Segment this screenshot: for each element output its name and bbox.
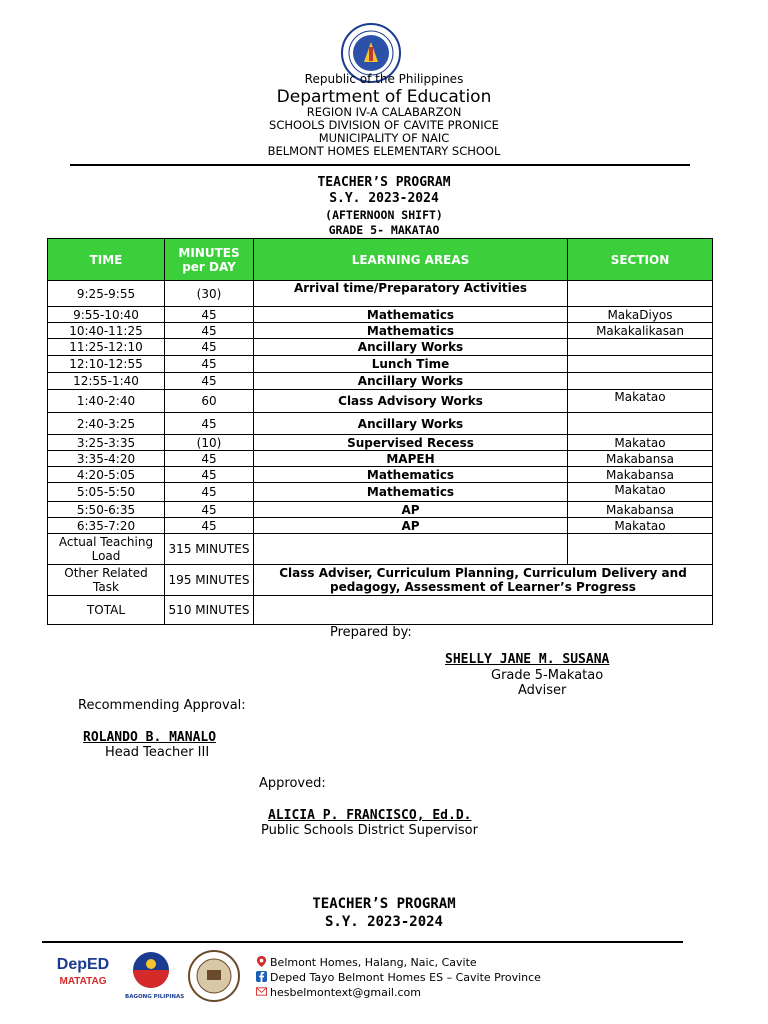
table-row	[48, 467, 713, 483]
table-row	[48, 339, 713, 356]
cell-minutes: 45	[165, 307, 254, 323]
total-blank	[254, 596, 713, 625]
teaching-load-minutes: 315 MINUTES	[165, 534, 254, 565]
teaching-load-label: Actual Teaching Load	[48, 534, 165, 565]
cell-time: 3:35-4:20	[48, 451, 165, 467]
cell-section: Makatao	[568, 390, 713, 413]
table-row	[48, 373, 713, 390]
school-year: S.Y. 2023-2024	[329, 191, 439, 206]
cell-minutes: 45	[165, 502, 254, 518]
cell-area: Arrival time/Preparatory Activities	[254, 281, 568, 307]
total-label: TOTAL	[48, 596, 165, 625]
contact-email	[256, 986, 421, 999]
cell-time: 5:05-5:50	[48, 483, 165, 502]
department-title: Department of Education	[276, 87, 492, 107]
table-row	[48, 518, 713, 534]
school-seal-logo	[187, 950, 241, 1002]
facebook-icon	[256, 971, 267, 982]
cell-minutes: 45	[165, 356, 254, 373]
cell-minutes: 45	[165, 518, 254, 534]
header-divider	[70, 164, 690, 166]
recommending-label: Recommending Approval:	[78, 698, 246, 713]
cell-minutes: (30)	[165, 281, 254, 307]
preparer-name: SHELLY JANE M. SUSANA	[445, 652, 610, 667]
email-icon	[256, 986, 267, 997]
cell-minutes: 45	[165, 483, 254, 502]
cell-minutes: 45	[165, 323, 254, 339]
shift-label: (AFTERNOON SHIFT)	[325, 208, 443, 222]
cell-time: 2:40-3:25	[48, 413, 165, 435]
cell-section	[568, 534, 713, 565]
contact-facebook	[256, 971, 541, 984]
other-task-row	[48, 565, 713, 596]
facebook-text: Deped Tayo Belmont Homes ES – Cavite Province	[270, 971, 541, 984]
cell-area: AP	[254, 502, 568, 518]
preparer-position: Adviser	[518, 683, 567, 698]
cell-time: 10:40-11:25	[48, 323, 165, 339]
cell-time: 4:20-5:05	[48, 467, 165, 483]
cell-time: 12:55-1:40	[48, 373, 165, 390]
bagong-pilipinas-logo: BAGONG PILIPINAS	[125, 950, 177, 1002]
cell-minutes: 60	[165, 390, 254, 413]
municipality-label: MUNICIPALITY OF NAIC	[318, 131, 450, 145]
table-row	[48, 356, 713, 373]
region-label: REGION IV-A CALABARZON	[306, 105, 462, 119]
grade-label: GRADE 5- MAKATAO	[328, 223, 440, 237]
cell-area: Mathematics	[254, 307, 568, 323]
contact-address	[256, 956, 477, 969]
table-row	[48, 451, 713, 467]
cell-section: Makabansa	[568, 502, 713, 518]
cell-area: Class Advisory Works	[254, 390, 568, 413]
school-label: BELMONT HOMES ELEMENTARY SCHOOL	[267, 144, 501, 158]
approver-name: ALICIA P. FRANCISCO, Ed.D.	[268, 808, 472, 823]
cell-area: Supervised Recess	[254, 435, 568, 451]
division-label: SCHOOLS DIVISION OF CAVITE PRONICE	[269, 118, 499, 132]
cell-time: 9:55-10:40	[48, 307, 165, 323]
footer-logos	[50, 950, 250, 1002]
schedule-table	[47, 238, 713, 625]
cell-area: Mathematics	[254, 467, 568, 483]
cell-minutes: 45	[165, 339, 254, 356]
cell-time: 3:25-3:35	[48, 435, 165, 451]
cell-section: Makatao	[568, 518, 713, 534]
prepared-label: Prepared by:	[330, 625, 412, 640]
cell-section	[568, 356, 713, 373]
header-minutes: MINUTES per DAY	[165, 239, 254, 281]
table-row	[48, 281, 713, 307]
cell-time: 12:10-12:55	[48, 356, 165, 373]
program-title: TEACHER’S PROGRAM	[317, 175, 451, 190]
cell-area	[254, 534, 568, 565]
table-row	[48, 390, 713, 413]
address-text: Belmont Homes, Halang, Naic, Cavite	[270, 956, 477, 969]
cell-time: 6:35-7:20	[48, 518, 165, 534]
cell-time: 1:40-2:40	[48, 390, 165, 413]
cell-section	[568, 281, 713, 307]
preparer-role: Grade 5-Makatao	[491, 668, 604, 683]
footer-school-year: S.Y. 2023-2024	[324, 914, 443, 930]
approved-label: Approved:	[259, 776, 326, 791]
total-row	[48, 596, 713, 625]
cell-time: 11:25-12:10	[48, 339, 165, 356]
header-time: TIME	[48, 239, 165, 281]
approver-role: Public Schools District Supervisor	[261, 823, 478, 838]
table-row	[48, 413, 713, 435]
header-section: SECTION	[568, 239, 713, 281]
table-row	[48, 502, 713, 518]
cell-section: Makatao	[568, 483, 713, 502]
cell-section: Makakalikasan	[568, 323, 713, 339]
table-row	[48, 435, 713, 451]
cell-section	[568, 339, 713, 356]
cell-minutes: 45	[165, 413, 254, 435]
cell-section: Makabansa	[568, 467, 713, 483]
recommender-role: Head Teacher III	[105, 745, 210, 760]
cell-minutes: 45	[165, 467, 254, 483]
cell-area: MAPEH	[254, 451, 568, 467]
cell-section	[568, 373, 713, 390]
table-row	[48, 323, 713, 339]
email-text: hesbelmontext@gmail.com	[270, 986, 421, 999]
table-row	[48, 307, 713, 323]
footer-program-title: TEACHER’S PROGRAM	[312, 896, 456, 912]
cell-area: AP	[254, 518, 568, 534]
philippine-flag-icon	[131, 950, 171, 990]
other-task-description: Class Adviser, Curriculum Planning, Curriculum Delivery and pedagogy, Assessment of Learner’s Progress	[254, 565, 713, 596]
header-learning-areas: LEARNING AREAS	[254, 239, 568, 281]
cell-area: Lunch Time	[254, 356, 568, 373]
cell-section	[568, 413, 713, 435]
cell-minutes: 45	[165, 373, 254, 390]
republic-label: Republic of the Philippines	[304, 72, 464, 86]
other-task-minutes: 195 MINUTES	[165, 565, 254, 596]
location-pin-icon	[256, 956, 267, 967]
table-row	[48, 483, 713, 502]
recommender-name: ROLANDO B. MANALO	[83, 730, 217, 745]
cell-time: 9:25-9:55	[48, 281, 165, 307]
cell-minutes: (10)	[165, 435, 254, 451]
footer-divider	[42, 941, 683, 943]
teaching-load-row	[48, 534, 713, 565]
other-task-label: Other Related Task	[48, 565, 165, 596]
cell-area: Mathematics	[254, 323, 568, 339]
cell-section: Makabansa	[568, 451, 713, 467]
deped-matatag-logo: DepED MATATAG	[56, 956, 110, 987]
table-header-row	[48, 239, 713, 281]
cell-area: Ancillary Works	[254, 373, 568, 390]
cell-area: Mathematics	[254, 483, 568, 502]
cell-area: Ancillary Works	[254, 339, 568, 356]
cell-section: MakaDiyos	[568, 307, 713, 323]
cell-minutes: 45	[165, 451, 254, 467]
cell-area: Ancillary Works	[254, 413, 568, 435]
cell-time: 5:50-6:35	[48, 502, 165, 518]
cell-section: Makatao	[568, 435, 713, 451]
total-minutes: 510 MINUTES	[165, 596, 254, 625]
